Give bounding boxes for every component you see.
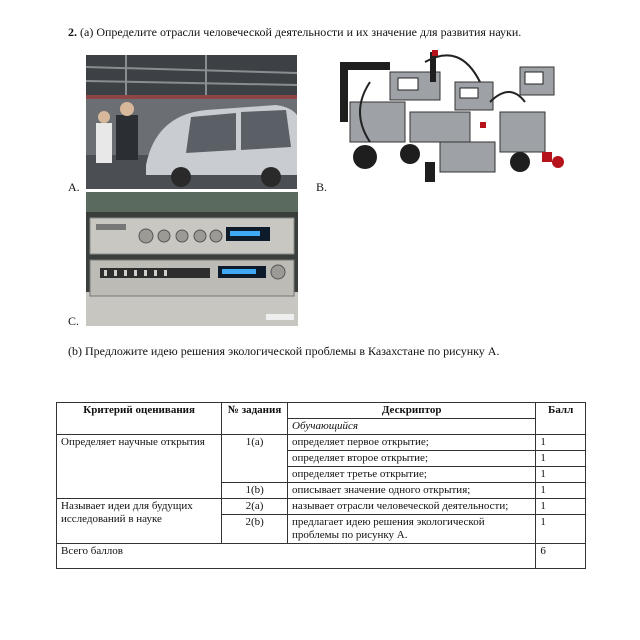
task-number-cell: 1(a) — [222, 435, 288, 483]
descriptor-cell: определяет третье открытие; — [288, 467, 536, 483]
question-number: 2. — [68, 25, 77, 39]
image-b-robots — [330, 42, 570, 188]
score-cell: 1 — [536, 499, 586, 515]
descriptor-cell: описывает значение одного открытия; — [288, 483, 536, 499]
score-cell: 1 — [536, 483, 586, 499]
header-task-number: № задания — [222, 403, 288, 435]
question-title — [68, 25, 521, 40]
rubric-table — [56, 402, 586, 569]
image-c-label: C. — [68, 314, 80, 328]
total-row — [57, 544, 586, 569]
descriptor-cell: определяет второе открытие; — [288, 451, 536, 467]
question-part-b: (b) Предложите идею решения экологической проблемы в Казахстане по рисунку А. — [68, 344, 500, 358]
score-cell: 1 — [536, 451, 586, 467]
image-a-label: A. — [68, 180, 80, 194]
image-b-label: B. — [316, 180, 328, 194]
image-c-audio-equipment — [86, 192, 298, 326]
descriptor-cell: называет отрасли человеческой деятельности; — [288, 499, 536, 515]
header-descriptor: Дескриптор — [288, 403, 536, 419]
task-number-cell: 2(b) — [222, 515, 288, 544]
header-criteria: Критерий оценивания — [57, 403, 222, 435]
header-score: Балл — [536, 403, 586, 435]
task-number-cell: 2(a) — [222, 499, 288, 515]
question-part-a: (a) Определите отрасли человеческой деятельности и их значение для развития науки. — [80, 25, 522, 39]
criterion-cell: Определяет научные открытия — [57, 435, 222, 499]
descriptor-cell: определяет первое открытие; — [288, 435, 536, 451]
total-value: 6 — [536, 544, 586, 569]
table-row — [57, 499, 586, 515]
descriptor-cell: предлагает идею решения экологической проблемы по рисунку А. — [288, 515, 536, 544]
score-cell: 1 — [536, 467, 586, 483]
task-number-cell: 1(b) — [222, 483, 288, 499]
table-row — [57, 435, 586, 451]
score-cell: 1 — [536, 515, 586, 544]
score-cell: 1 — [536, 435, 586, 451]
image-a-car-factory — [86, 55, 297, 189]
total-label: Всего баллов — [57, 544, 536, 569]
header-descriptor-sub: Обучающийся — [288, 419, 536, 435]
criterion-cell: Называет идеи для будущих исследований в науке — [57, 499, 222, 544]
rubric-header-row — [57, 403, 586, 419]
